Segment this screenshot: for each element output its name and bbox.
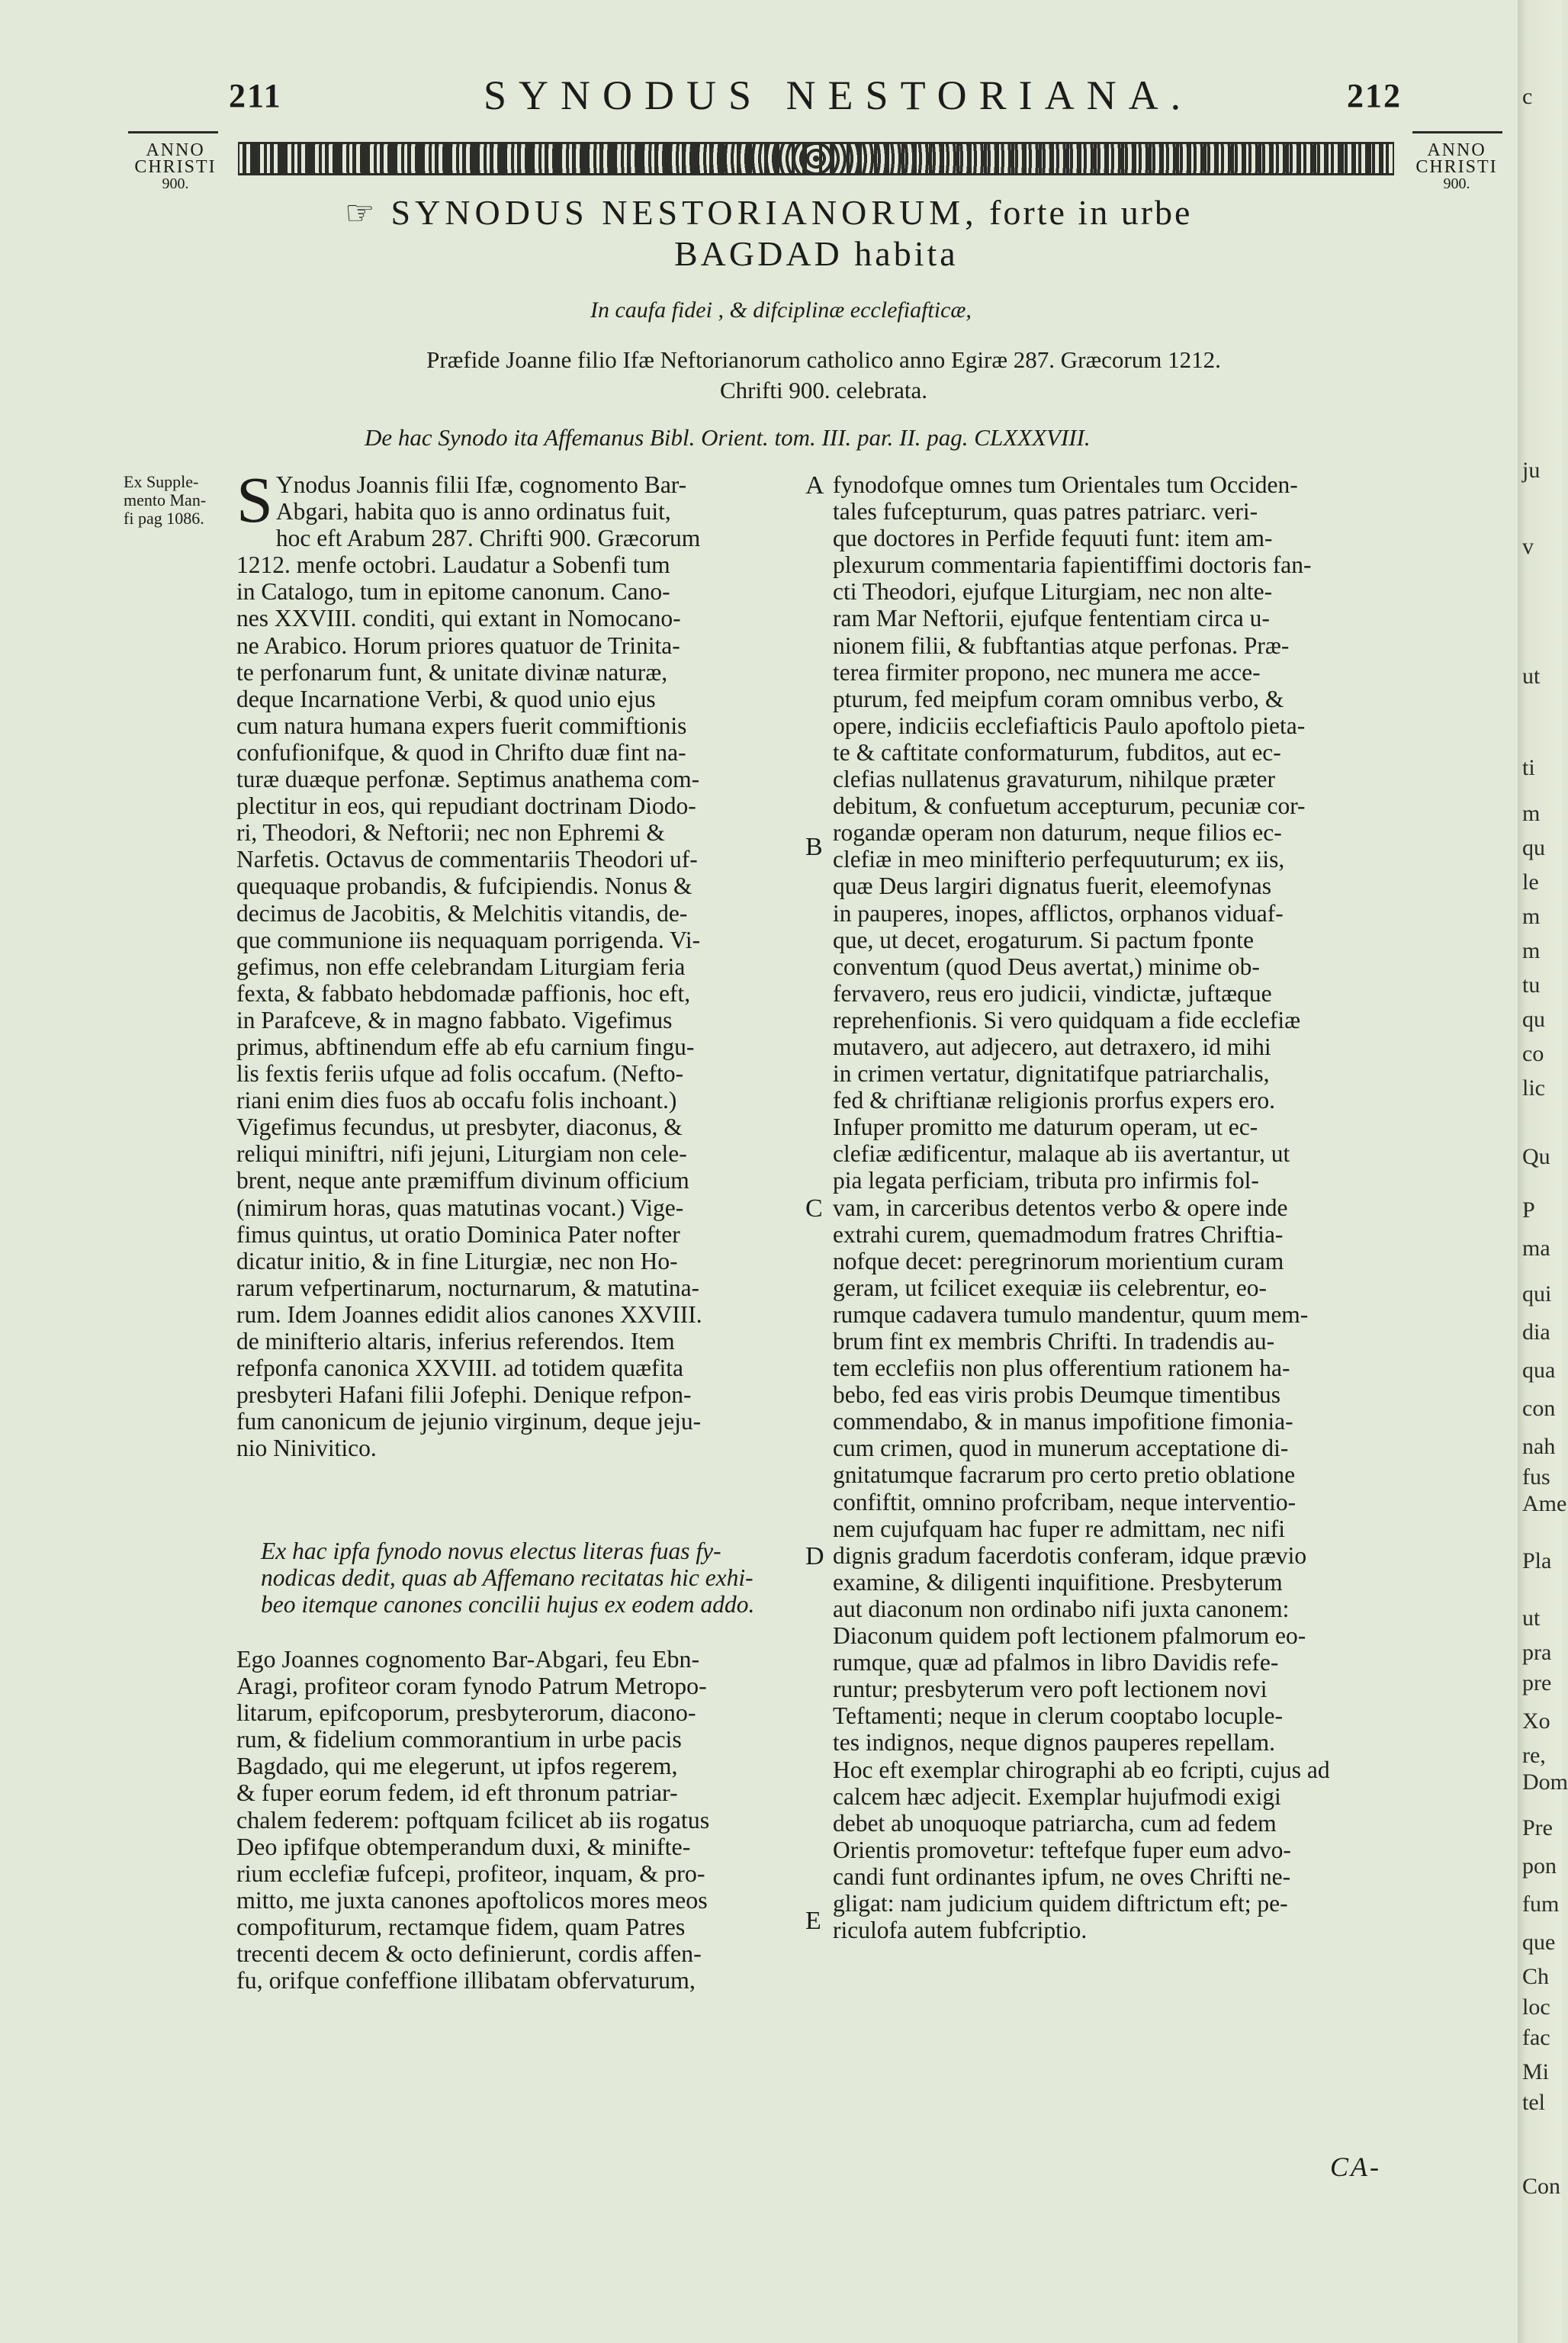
text-line: rogandæ operam non daturum, neque filios ec- <box>833 819 1282 847</box>
edge-fragment: le <box>1522 869 1539 895</box>
text-line: plexurum commentaria fapientiffimi doctoris fan- <box>833 551 1312 579</box>
edge-fragment: m <box>1522 904 1541 929</box>
text-line: Vigefimus fecundus, ut presbyter, diaconus, & <box>236 1114 683 1141</box>
header-rule-right <box>1412 131 1502 133</box>
text-line: rarum vefpertinarum, nocturnarum, & matutina- <box>236 1274 700 1301</box>
text-line: nodicas dedit, quas ab Affemano recitatas hic exhi- <box>261 1564 753 1592</box>
anno-year: 900. <box>162 175 189 192</box>
preside-line: Chrifti 900. celebrata. <box>719 377 927 403</box>
edge-fragment: con <box>1522 1396 1556 1421</box>
title-caps: SYNODUS NESTORIANORUM, <box>390 193 978 232</box>
section-letter-a: A <box>805 471 824 500</box>
text-line: trecenti decem & octo definierunt, cordis affen- <box>236 1940 702 1968</box>
subtitle: In caufa fidei , & difciplinæ ecclefiafticæ, <box>590 297 972 323</box>
text-line: bebo, fed eas viris probis Deumque timentibus <box>833 1381 1281 1409</box>
edge-fragment: Ame <box>1522 1491 1567 1516</box>
text-line: ri, Theodori, & Neftorii; nec non Ephremi & <box>236 819 665 847</box>
synod-title-line1 <box>345 192 1192 233</box>
edge-fragment: fac <box>1522 2025 1550 2050</box>
text-line: & fuper eorum fedem, id eft thronum patriar- <box>236 1779 678 1807</box>
text-line: in pauperes, inopes, afflictos, orphanos viduaf- <box>833 899 1284 927</box>
edge-fragment: qui <box>1522 1281 1552 1306</box>
text-line: gefimus, non effe celebrandam Liturgiam feria <box>236 953 686 980</box>
text-line: clefiæ ædificentur, malaque ab iis avertantur, ut <box>833 1140 1290 1168</box>
text-line: que doctores in Perfide fequuti funt: item am- <box>833 525 1273 552</box>
text-line: fynodofque omnes tum Orientales tum Occiden- <box>833 471 1298 498</box>
section-letter-b: B <box>805 833 823 861</box>
edge-fragment: Dom <box>1522 1769 1568 1795</box>
text-line: fervavero, reus ero judicii, vindictæ, juftæque <box>833 979 1272 1007</box>
text-line: te & caftitate conformaturum, fubditos, aut ec- <box>833 738 1281 766</box>
edge-fragment: pre <box>1522 1670 1552 1695</box>
text-line: gligat: nam judicium quidem diftrictum eft; pe- <box>833 1889 1288 1917</box>
title-rest: forte in urbe <box>989 193 1193 232</box>
preside-note <box>282 345 1365 406</box>
christi-label: CHRISTI <box>134 157 217 177</box>
text-line: nionem filii, & fubftantias atque perfonas. Præ- <box>833 632 1290 659</box>
text-line: Abgari, habita quo is anno ordinatus fuit, <box>275 498 671 525</box>
right-column <box>833 471 1403 1943</box>
edge-fragment: pon <box>1522 1853 1557 1879</box>
text-line: fu, orifque confeffione illibatam obfervaturum, <box>236 1966 696 1994</box>
edge-fragment: qu <box>1522 1007 1545 1032</box>
text-line: compofiturum, rectamque fidem, quam Patres <box>236 1912 686 1940</box>
text-line: litarum, epifcoporum, presbyterorum, diacono- <box>236 1699 696 1727</box>
text-line: reliqui miniftri, nifi jejuni, Liturgiam non cele- <box>236 1140 687 1168</box>
margin-note-line: mento Man- <box>124 490 207 509</box>
text-line: in crimen vertatur, dignitatifque patriarchalis, <box>833 1060 1270 1088</box>
edge-fragment: pra <box>1522 1640 1552 1665</box>
text-line: nes XXVIII. conditi, qui extant in Nomocano- <box>236 605 681 632</box>
text-line: candi funt ordinantes ipfum, ne oves Chrifti ne- <box>833 1863 1291 1890</box>
text-line: geram, ut fcilicet exequiæ iis celebrentur, eo- <box>833 1274 1267 1301</box>
anno-year: 900. <box>1443 175 1470 192</box>
text-line: lis fextis feriis ufque ad folis occafum. (Nefto- <box>236 1060 684 1088</box>
anno-label: ANNO <box>146 140 205 160</box>
text-line: te perfonarum funt, & unitate divinæ naturæ, <box>236 658 668 686</box>
synod-title-line2 <box>674 233 959 274</box>
text-line: rumque cadavera tumulo mandentur, quum mem- <box>833 1300 1309 1328</box>
text-line: Teftamenti; neque in clerum cooptabo locuple- <box>833 1702 1283 1730</box>
text-line: terea firmiter propono, nec munera me acce- <box>833 658 1261 686</box>
edge-fragment: tu <box>1522 972 1541 998</box>
text-line: tes indignos, neque dignos pauperes repellam. <box>833 1729 1275 1756</box>
text-line: debitum, & confuetum accepturum, pecuniæ cor- <box>833 792 1306 820</box>
text-line: mitto, me juxta canones apoftolicos mores meos <box>236 1885 708 1914</box>
edge-fragment: qua <box>1522 1358 1556 1383</box>
text-line: ram Mar Neftorii, ejufque fententiam circa u- <box>833 605 1270 632</box>
edge-fragment: lic <box>1522 1075 1545 1101</box>
text-line: ne Arabico. Horum priores quatuor de Trinita- <box>236 632 680 659</box>
text-line: nio Ninivitico. <box>236 1435 377 1462</box>
edge-fragment: Qu <box>1522 1144 1550 1169</box>
left-column <box>236 463 801 1462</box>
text-line: brent, neque ante præmiffum divinum officium <box>236 1167 689 1194</box>
text-line: Ego Joannes cognomento Bar-Abgari, feu Ebn- <box>236 1645 700 1673</box>
text-line: in Parafceve, & in magno fabbato. Vigefimus <box>236 1006 673 1033</box>
anno-christi-right <box>1403 142 1510 192</box>
edge-fragment: fum <box>1522 1891 1560 1917</box>
text-line: Infuper promitto me daturum operam, ut ec- <box>833 1114 1258 1141</box>
text-line: clefias nullatenus gravaturum, nihilque præter <box>833 766 1275 793</box>
text-line: conventum (quod Deus avertat,) minime ob- <box>833 953 1260 980</box>
edge-fragment: que <box>1522 1930 1556 1955</box>
catchword: CA- <box>1330 2152 1381 2182</box>
page-number-left: 211 <box>229 77 282 114</box>
text-line: pia legata perficiam, tributa pro infirmis fol- <box>833 1167 1259 1194</box>
section-letter-d: D <box>805 1542 824 1570</box>
edge-fragment: nah <box>1522 1434 1556 1459</box>
text-line: de minifterio altaris, inferius referendos. Item <box>236 1328 675 1355</box>
text-line: quequaque probandis, & fufcipiendis. Nonus & <box>236 873 692 900</box>
pointing-hand-icon: ☞ <box>345 194 378 232</box>
text-line: in Catalogo, tum in epitome canonum. Cano- <box>236 578 670 606</box>
text-line: debet ab unoquoque patriarcha, cum ad fedem <box>833 1809 1277 1837</box>
text-line: turæ duæque perfonæ. Septimus anathema com- <box>236 766 700 793</box>
profession-letter <box>236 1646 801 1994</box>
text-line: Ex hac ipfa fynodo novus electus literas fuas fy- <box>261 1538 721 1564</box>
text-line: Deo ipfifque obtemperandum duxi, & minifte- <box>236 1832 691 1860</box>
edge-fragment: m <box>1522 938 1541 963</box>
text-line: commendabo, & in manus impofitione fimonia- <box>833 1408 1293 1435</box>
text-line: Hoc eft exemplar chirographi ab eo fcripti, cujus ad <box>833 1756 1330 1783</box>
title-rest: habita <box>854 234 959 273</box>
edge-fragment: P <box>1522 1197 1535 1223</box>
edge-fragment: Con <box>1522 2174 1561 2199</box>
text-line: tales fufcepturum, quas patres patriarc. veri- <box>833 498 1258 525</box>
edge-fragment: fus <box>1522 1464 1550 1490</box>
text-line: que communione iis nequaquam porrigenda. Vi- <box>236 926 701 953</box>
text-line: dignis gradum facerdotis conferam, idque prævio <box>833 1541 1307 1569</box>
text-line: deque Incarnatione Verbi, & quod unio ejus <box>236 685 656 712</box>
margin-note-line: Ex Supple- <box>124 472 199 491</box>
text-line: examine, & diligenti inquifitione. Presbyterum <box>833 1568 1283 1596</box>
text-line: plectitur in eos, qui repudiant doctrinam Diodo- <box>236 792 696 820</box>
text-line: Aragi, profiteor coram fynodo Patrum Metropo- <box>236 1672 707 1700</box>
intro-paragraph <box>261 1538 801 1618</box>
edge-fragment: tel <box>1522 2090 1545 2115</box>
text-line: (nimirum horas, quas matutinas vocant.) Vige- <box>236 1194 684 1221</box>
text-line: clefiæ in meo minifterio perfequuturum; ex iis, <box>833 846 1285 873</box>
text-line: rium ecclefiæ fufcepi, profiteor, inquam, & pro- <box>236 1859 705 1887</box>
text-line: confufionifque, & quod in Chrifto duæ fint na- <box>236 738 686 766</box>
text-line: hoc eft Arabum 287. Chrifti 900. Græcorum <box>275 525 701 552</box>
edge-fragment: c <box>1522 84 1533 109</box>
text-line: Orientis promovetur: teftefque fuper eum advo- <box>833 1836 1291 1863</box>
text-line: que, ut decet, erogaturum. Si pactum fponte <box>833 926 1254 953</box>
edge-fragment: loc <box>1522 1994 1550 2020</box>
text-line: rum. Idem Joannes edidit alios canones XXVIII. <box>236 1300 702 1328</box>
drop-cap: S <box>236 463 273 536</box>
text-line: pturum, fed meipfum coram omnibus verbo, & <box>833 685 1284 712</box>
text-line: calcem hæc adjecit. Exemplar hujufmodi exigi <box>833 1782 1281 1810</box>
text-line: runtur; presbyterum vero poft lectionem novi <box>833 1676 1268 1703</box>
edge-fragment: qu <box>1522 835 1545 860</box>
text-line: gnitatumque facrarum pro certo pretio oblatione <box>833 1461 1296 1489</box>
edge-fragment: ut <box>1522 1605 1541 1631</box>
text-line: chalem federem: poftquam fcilicet ab iis rogatus <box>236 1805 710 1834</box>
text-line: reprehenfionis. Si vero quidquam a fide ecclefiæ <box>833 1006 1301 1033</box>
next-page-edge <box>1518 0 1568 2343</box>
text-line: mutavero, aut adjecero, aut detraxero, id mihi <box>833 1033 1271 1060</box>
text-line: nofque decet: peregrinorum morientium curam <box>833 1247 1284 1274</box>
page-number-right: 212 <box>1347 77 1402 114</box>
text-line: riani enim dies fuos ab occafu folis inchoant.) <box>236 1087 677 1114</box>
text-line: dicatur initio, & in fine Liturgiæ, nec non Ho- <box>236 1247 678 1274</box>
christi-label: CHRISTI <box>1415 157 1498 177</box>
edge-fragment: Pla <box>1522 1548 1552 1573</box>
text-line: rum, & fidelium commorantium in urbe pacis <box>236 1725 682 1753</box>
text-line: vam, in carceribus detentos verbo & opere inde <box>833 1194 1288 1221</box>
source-note: De hac Synodo ita Affemanus Bibl. Orient. tom. III. par. II. pag. CLXXXVIII. <box>365 424 1091 451</box>
edge-fragment: Xo <box>1522 1708 1550 1734</box>
text-line: 1212. menfe octobri. Laudatur a Sobenfi tum <box>236 551 670 579</box>
anno-christi-left <box>122 142 229 192</box>
text-line: Bagdado, qui me elegerunt, ut ipfos regerem, <box>236 1752 678 1780</box>
text-line: fed & chriftianæ religionis prorfus expers ero. <box>833 1087 1275 1114</box>
edge-fragment: ju <box>1522 458 1541 483</box>
text-line: opere, indiciis ecclefiafticis Paulo apoftolo pieta- <box>833 712 1306 739</box>
edge-fragment: co <box>1522 1041 1544 1066</box>
text-line: fimus quintus, ut oratio Dominica Pater nofter <box>236 1220 680 1248</box>
edge-fragment: ma <box>1522 1236 1550 1261</box>
margin-note <box>124 473 238 528</box>
text-line: cti Theodori, ejufque Liturgiam, nec non alte- <box>833 578 1273 606</box>
text-line: primus, abftinendum effe ab efu carnium fingu- <box>236 1033 695 1060</box>
section-letter-e: E <box>805 1907 821 1935</box>
text-line: brum fint ex membris Chrifti. In tradendis au- <box>833 1328 1275 1355</box>
text-line: Narfetis. Octavus de commentariis Theodori uf- <box>236 846 698 873</box>
edge-fragment: Ch <box>1522 1964 1550 1989</box>
text-line: extrahi curem, quemadmodum fratres Chriftia- <box>833 1220 1284 1248</box>
text-line: presbyteri Hafani filii Jofephi. Denique refpon- <box>236 1381 692 1409</box>
edge-fragment: ut <box>1522 664 1541 689</box>
margin-note-line: fi pag 1086. <box>124 509 204 528</box>
edge-fragment: v <box>1522 534 1534 559</box>
edge-fragment: m <box>1522 801 1541 826</box>
text-line: confiftit, omnino profcribam, neque interventio- <box>833 1488 1296 1515</box>
preside-line: Præfide Joanne filio Ifæ Neftorianorum catholico anno Egiræ 287. Græcorum 1212. <box>426 346 1221 373</box>
running-title: SYNODUS NESTORIANA. <box>484 72 1194 118</box>
text-line: cum crimen, quod in munerum acceptatione di- <box>833 1435 1289 1462</box>
text-line: tem ecclefiis non plus offerentium rationem ha- <box>833 1355 1290 1382</box>
edge-fragment: re, <box>1522 1743 1546 1768</box>
text-line: refponfa canonica XXVIII. ad totidem quæfita <box>236 1355 684 1382</box>
title-caps: BAGDAD <box>674 234 843 273</box>
text-line: Ynodus Joannis filii Ifæ, cognomento Bar- <box>275 471 687 498</box>
edge-fragment: dia <box>1522 1319 1550 1345</box>
text-line: fexta, & fabbato hebdomadæ paffionis, hoc eft, <box>236 979 691 1007</box>
text-line: fum canonicum de jejunio virginum, deque jeju- <box>236 1408 702 1435</box>
anno-label: ANNO <box>1427 140 1486 160</box>
text-line: rumque, quæ ad pfalmos in libro Davidis refe- <box>833 1649 1279 1676</box>
edge-fragment: Mi <box>1522 2059 1550 2084</box>
text-line: aut diaconum non ordinabo nifi juxta canonem: <box>833 1595 1290 1622</box>
ornamental-band <box>238 142 1394 175</box>
text-line: cum natura humana expers fuerit commiftionis <box>236 712 687 739</box>
text-line: nem cujufquam hac fuper re admittam, nec nifi <box>833 1515 1286 1542</box>
text-line: decimus de Jacobitis, & Melchitis vitandis, de- <box>236 899 688 927</box>
text-line: Diaconum quidem poft lectionem pfalmorum eo- <box>833 1622 1306 1650</box>
text-line: quæ Deus largiri dignatus fuerit, eleemofynas <box>833 873 1272 900</box>
header-rule-left <box>128 131 218 133</box>
text-line: riculofa autem fubfcriptio. <box>833 1917 1088 1944</box>
text-line: beo itemque canones concilii hujus ex eodem addo. <box>261 1591 755 1618</box>
section-letter-c: C <box>805 1194 823 1223</box>
edge-fragment: ti <box>1522 755 1535 780</box>
edge-fragment: Pre <box>1522 1815 1553 1840</box>
